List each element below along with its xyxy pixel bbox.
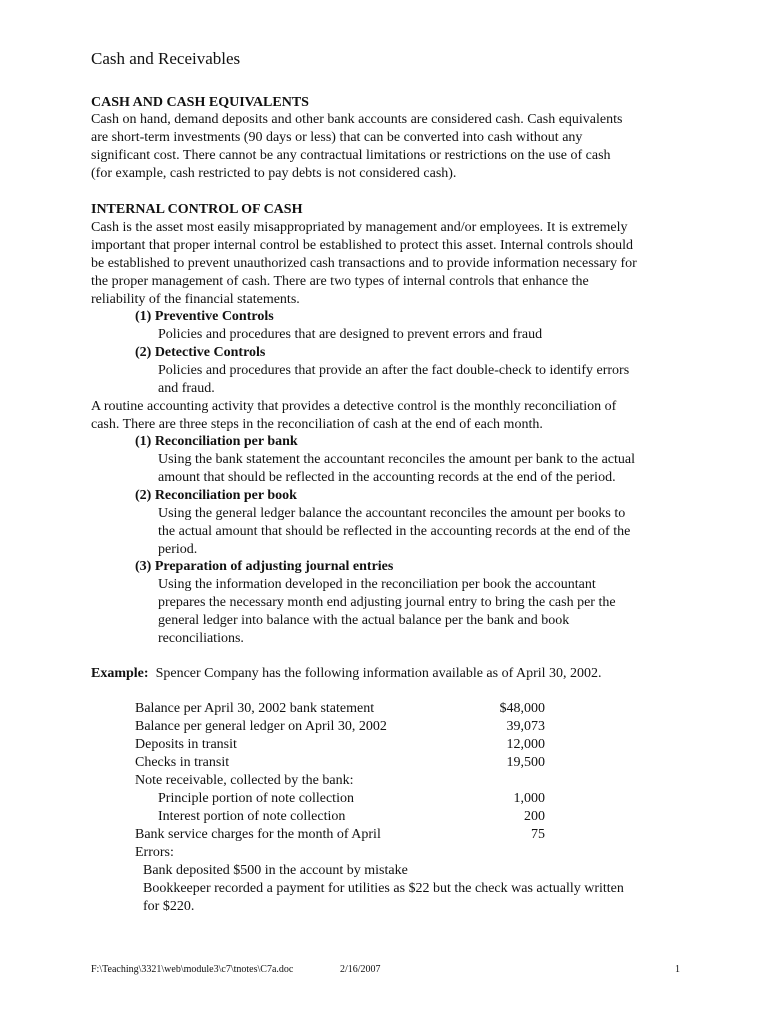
text-line: reconciliations. [158, 631, 244, 646]
text-line: cash. There are three steps in the reconciliation of cash at the end of each month. [91, 417, 543, 432]
control-body-detective [158, 362, 629, 398]
row-value: 200 [524, 809, 545, 824]
example-text: Spencer Company has the following information available as of April 30, 2002. [155, 666, 602, 681]
text-line: Policies and procedures that provide an after the fact double-check to identify errors [158, 363, 630, 378]
row-value: 1,000 [513, 791, 545, 806]
footer-file-path: F:\Teaching\3321\web\module3\c7\tnotes\C7a.doc [91, 964, 294, 975]
footer-date: 2/16/2007 [340, 964, 381, 975]
control-heading-preventive: (1) Preventive Controls [135, 309, 274, 324]
step-body-reconciliation-book [158, 505, 630, 559]
control-heading-detective: (2) Detective Controls [135, 345, 266, 360]
example-label: Example: [91, 666, 149, 681]
step-heading-adjusting-entries: (3) Preparation of adjusting journal entries [135, 559, 394, 574]
row-value: 39,073 [506, 719, 545, 734]
step-heading-reconciliation-book: (2) Reconciliation per book [135, 488, 297, 503]
row-label: Principle portion of note collection [158, 791, 354, 806]
paragraph-cash-equivalents [91, 111, 691, 183]
text-line [91, 665, 691, 683]
text-line: Cash on hand, demand deposits and other bank accounts are considered cash. Cash equivalents [91, 112, 623, 127]
text-line: prepares the necessary month end adjusting journal entry to bring the cash per the [158, 595, 616, 610]
example-intro [91, 665, 691, 683]
step-heading-reconciliation-bank: (1) Reconciliation per bank [135, 434, 298, 449]
row-label: Note receivable, collected by the bank: [135, 773, 354, 788]
text-line: important that proper internal control be established to protect this asset. Internal controls should [91, 238, 633, 253]
text-line: amount that should be reflected in the accounting records at the end of the period. [158, 470, 616, 485]
paragraph-internal-control [91, 219, 691, 309]
text-line: Using the bank statement the accountant reconciles the amount per bank to the actual [158, 452, 635, 467]
text-line: Cash is the asset most easily misappropriated by management and/or employees. It is extremely [91, 220, 628, 235]
paragraph-routine-reconciliation [91, 398, 691, 434]
text-line: are short-term investments (90 days or less) that can be converted into cash without any [91, 130, 583, 145]
row-label: Balance per general ledger on April 30, 2002 [135, 719, 387, 734]
step-body-adjusting-entries [158, 576, 616, 648]
text-line: be established to prevent unauthorized cash transactions and to provide information necessary for [91, 256, 637, 271]
text-line: the proper management of cash. There are two types of internal controls that enhance the [91, 274, 589, 289]
row-value: 12,000 [506, 737, 545, 752]
row-label: Errors: [135, 845, 174, 860]
text-line: reliability of the financial statements. [91, 292, 300, 307]
section-heading-cash-equivalents: CASH AND CASH EQUIVALENTS [91, 95, 309, 110]
text-line: A routine accounting activity that provides a detective control is the monthly reconciliation of [91, 399, 617, 414]
step-body-reconciliation-bank [158, 451, 635, 487]
section-heading-internal-control: INTERNAL CONTROL OF CASH [91, 202, 303, 217]
text-line: Using the information developed in the reconciliation per book the accountant [158, 577, 596, 592]
row-value: 75 [531, 827, 545, 842]
row-label: Checks in transit [135, 755, 230, 770]
page-title: Cash and Receivables [91, 49, 241, 68]
text-line: and fraud. [158, 381, 215, 396]
text-line: Using the general ledger balance the accountant reconciles the amount per books to [158, 506, 626, 521]
text-line: period. [158, 542, 198, 557]
text-line: the actual amount that should be reflected in the accounting records at the end of the [158, 524, 631, 539]
row-label: Interest portion of note collection [158, 809, 346, 824]
text-line: significant cost. There cannot be any contractual limitations or restrictions on the use of cash [91, 148, 611, 163]
row-value: 19,500 [506, 755, 545, 770]
row-label: Deposits in transit [135, 737, 237, 752]
error-line: for $220. [143, 899, 195, 914]
error-line: Bookkeeper recorded a payment for utilities as $22 but the check was actually written [143, 881, 624, 896]
row-label: Balance per April 30, 2002 bank statement [135, 701, 375, 716]
text-line: Policies and procedures that are designed to prevent errors and fraud [158, 327, 543, 342]
row-value: $48,000 [499, 701, 545, 716]
footer-page-number: 1 [675, 964, 680, 975]
control-body-preventive [158, 326, 542, 344]
error-line: Bank deposited $500 in the account by mistake [143, 863, 408, 878]
text-line: (for example, cash restricted to pay debts is not considered cash). [91, 166, 457, 181]
row-label: Bank service charges for the month of April [135, 827, 381, 842]
text-line: general ledger into balance with the actual balance per the bank and book [158, 613, 570, 628]
